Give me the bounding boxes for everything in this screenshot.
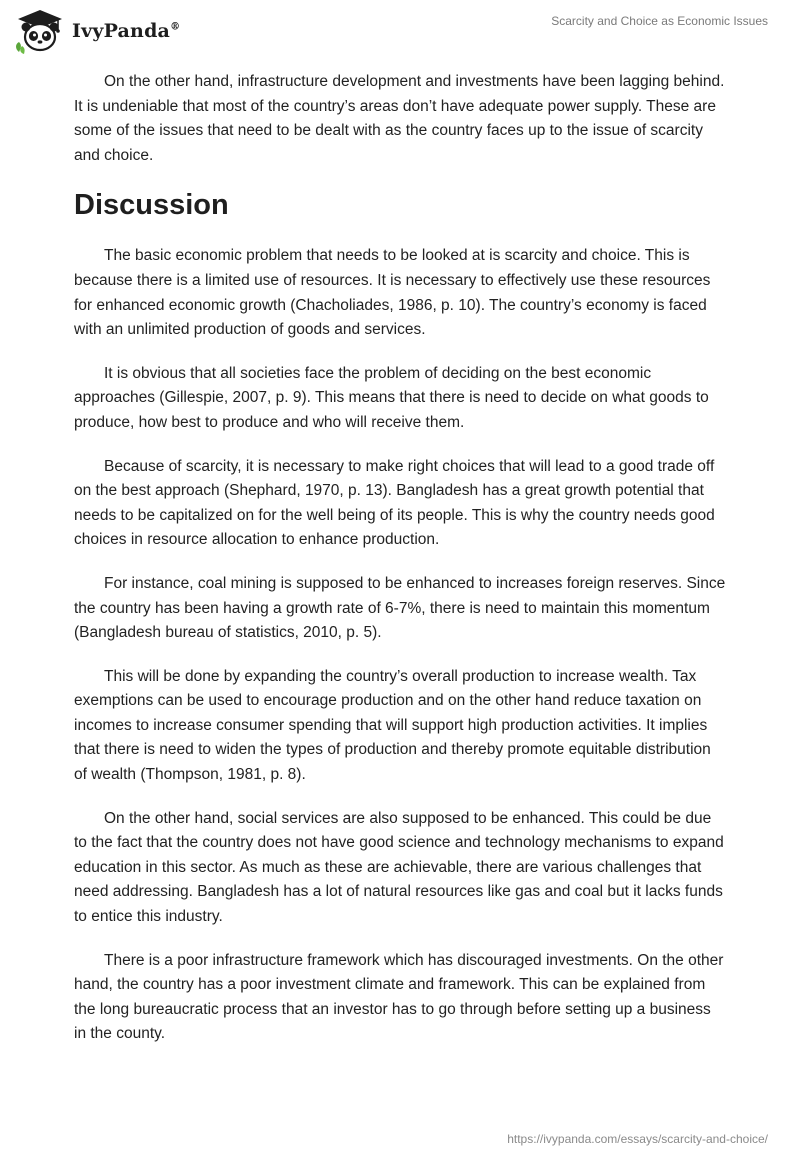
intro-paragraph: On the other hand, infrastructure development and investments have been lagging behind. It is undeniable that most of the country’s areas don’t have adequate power supply. These are some of the issues that need to be dealt with as the country faces up to the issue of scarcity and choice. [74,73,725,164]
section-heading: Discussion [74,189,229,222]
paragraph: This will be done by expanding the country’s overall production to increase wealth. Tax exemptions can be used to encourage production and on the other hand reduce taxation on incomes to increase consumer spending that will support high production activities. It implies that there is need to widen the types of production and thereby promote equitable distribution of wealth (Thompson, 1981, p. 8). [74,667,711,784]
paragraph: Because of scarcity, it is necessary to make right choices that will lead to a good trade off on the best approach (Shephard, 1970, p. 13). Bangladesh has a great growth potential that needs to be capitalized on for the well being of its people. This is why the country needs good choices in resource allocation to enhance production. [74,457,715,549]
paragraph: The basic economic problem that needs to be looked at is scarcity and choice. This is because there is a limited use of resources. It is necessary to effectively use these resources for enhanced economic growth (Chacholiades, 1986, p. 10). The country’s economy is faced with an unlimited production of goods and services. [74,247,711,339]
paragraph: On the other hand, social services are also supposed to be enhanced. This could be due to the fact that the country does not have good science and technology mechanisms to expand education in this sector. As much as these are achievable, there are various challenges that need addressing. Bangladesh has a lot of natural resources like gas and coal but it lacks funds to entice this industry. [74,809,724,926]
essay-content [74,70,726,1066]
footer-source-url[interactable]: https://ivypanda.com/essays/scarcity-and-choice/ [507,1132,768,1146]
paragraph: For instance, coal mining is supposed to be enhanced to increases foreign reserves. Since the country has been having a growth rate of 6-7%, there is need to maintain this momentum (Bangladesh bureau of statistics, 2010, p. 5). [74,574,726,642]
document-title: Scarcity and Choice as Economic Issues [551,14,768,28]
page-header [0,0,800,64]
panda-graduate-icon [14,8,66,54]
paragraph: There is a poor infrastructure framework which has discouraged investments. On the other hand, the country has a poor investment climate and framework. This can be explained from the long bureaucratic process that an investor has to go through before setting up a business in the county. [74,951,724,1043]
ivypanda-logo[interactable] [14,8,180,54]
paragraph: It is obvious that all societies face the problem of deciding on the best economic approaches (Gillespie, 2007, p. 9). This means that there is need to decide on what goods to produce, how best to produce and who will receive them. [74,364,709,431]
brand-name: IvyPanda® [72,20,181,42]
